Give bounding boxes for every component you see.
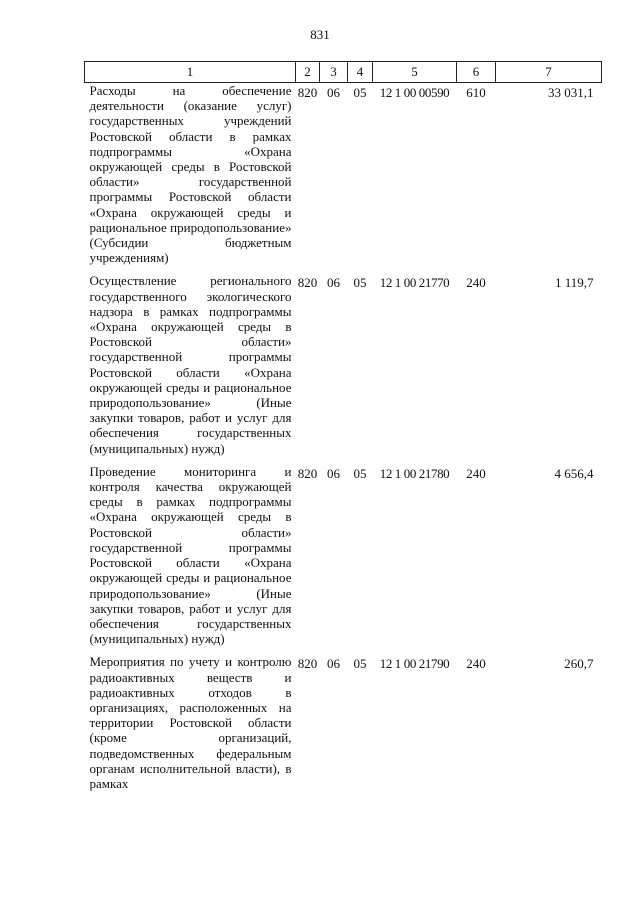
- row-subsection-code: 05: [353, 465, 367, 481]
- row-description-text: Мероприятия по учету и контролю радиоактивных веществ и радиоактивных отходов в организациях, расположенных на территории Ростовской области (кроме организаций, подведомственных федеральным органам исполнительной власти), в рамках: [89, 654, 292, 791]
- row-ministry-code: 820: [297, 85, 318, 100]
- row-target-article: 12 1 00 21780: [379, 465, 450, 481]
- row-description-text: Расходы на обеспечение деятельности (оказание услуг) государственных учреждений Ростовской области в рамках подпрограммы «Охрана окружающей среды в Ростовской области» государственной программы Ростовской области «Охрана окружающей среды и рациональное природопользование» (Субсидии бюджетным учреждениям): [89, 83, 292, 266]
- column-header: 1: [85, 62, 296, 83]
- row-description: [85, 83, 296, 274]
- row-amount: 260,7: [564, 656, 594, 672]
- row-ministry-code: 820: [297, 465, 318, 481]
- row-description-text: Проведение мониторинга и контроля качества окружающей среды в рамках подпрограммы «Охрана окружающей среды в Ростовской области» государственной программы Ростовской области «Охрана окружающей среды и рациональное природопользование» (Иные закупки товаров, работ и услуг для обеспечения государственных (муниципальных) нужд): [89, 463, 292, 647]
- column-header: 3: [320, 62, 348, 83]
- row-subsection-code: 05: [353, 275, 367, 291]
- row-subsection-code: 05: [353, 656, 367, 672]
- row-amount: 1 119,7: [554, 275, 594, 291]
- row-section-code: 06: [327, 465, 340, 481]
- row-expense-type: 240: [466, 656, 486, 672]
- table-row: [85, 654, 602, 799]
- column-header: 6: [457, 62, 496, 83]
- header-row: [85, 62, 602, 83]
- table-row: [85, 273, 602, 463]
- row-section-code: 06: [327, 85, 340, 100]
- row-target-article: 12 1 00 00590: [379, 85, 450, 100]
- column-header: 4: [348, 62, 373, 83]
- column-header: 7: [496, 62, 602, 83]
- budget-table: [84, 61, 602, 799]
- row-expense-type: 610: [466, 85, 486, 100]
- row-target-article: 12 1 00 21790: [379, 656, 450, 672]
- row-ministry-code: 820: [297, 275, 318, 291]
- row-expense-type: 240: [466, 275, 486, 291]
- row-description: [85, 273, 296, 463]
- column-header: 2: [296, 62, 320, 83]
- row-section-code: 06: [327, 275, 340, 291]
- row-amount: 4 656,4: [554, 465, 594, 481]
- row-description-text: Осуществление регионального государственного экологического надзора в рамках подпрограммы «Охрана окружающей среды в Ростовской области» государственной программы Ростовской области «Охрана окружающей среды и рациональное природопользование» (Иные закупки товаров, работ и услуг для обеспечения государственных (муниципальных) нужд): [89, 273, 292, 456]
- table-row: [85, 464, 602, 654]
- row-description: [85, 654, 296, 799]
- column-header: 5: [373, 62, 457, 83]
- row-expense-type: 240: [466, 465, 486, 481]
- row-subsection-code: 05: [353, 85, 367, 100]
- row-target-article: 12 1 00 21770: [379, 275, 450, 291]
- row-amount: 33 031,1: [548, 85, 594, 100]
- row-description: [85, 464, 296, 654]
- page-number: 831: [310, 27, 330, 42]
- row-section-code: 06: [327, 656, 340, 672]
- table-row: [85, 83, 602, 274]
- row-ministry-code: 820: [297, 656, 318, 672]
